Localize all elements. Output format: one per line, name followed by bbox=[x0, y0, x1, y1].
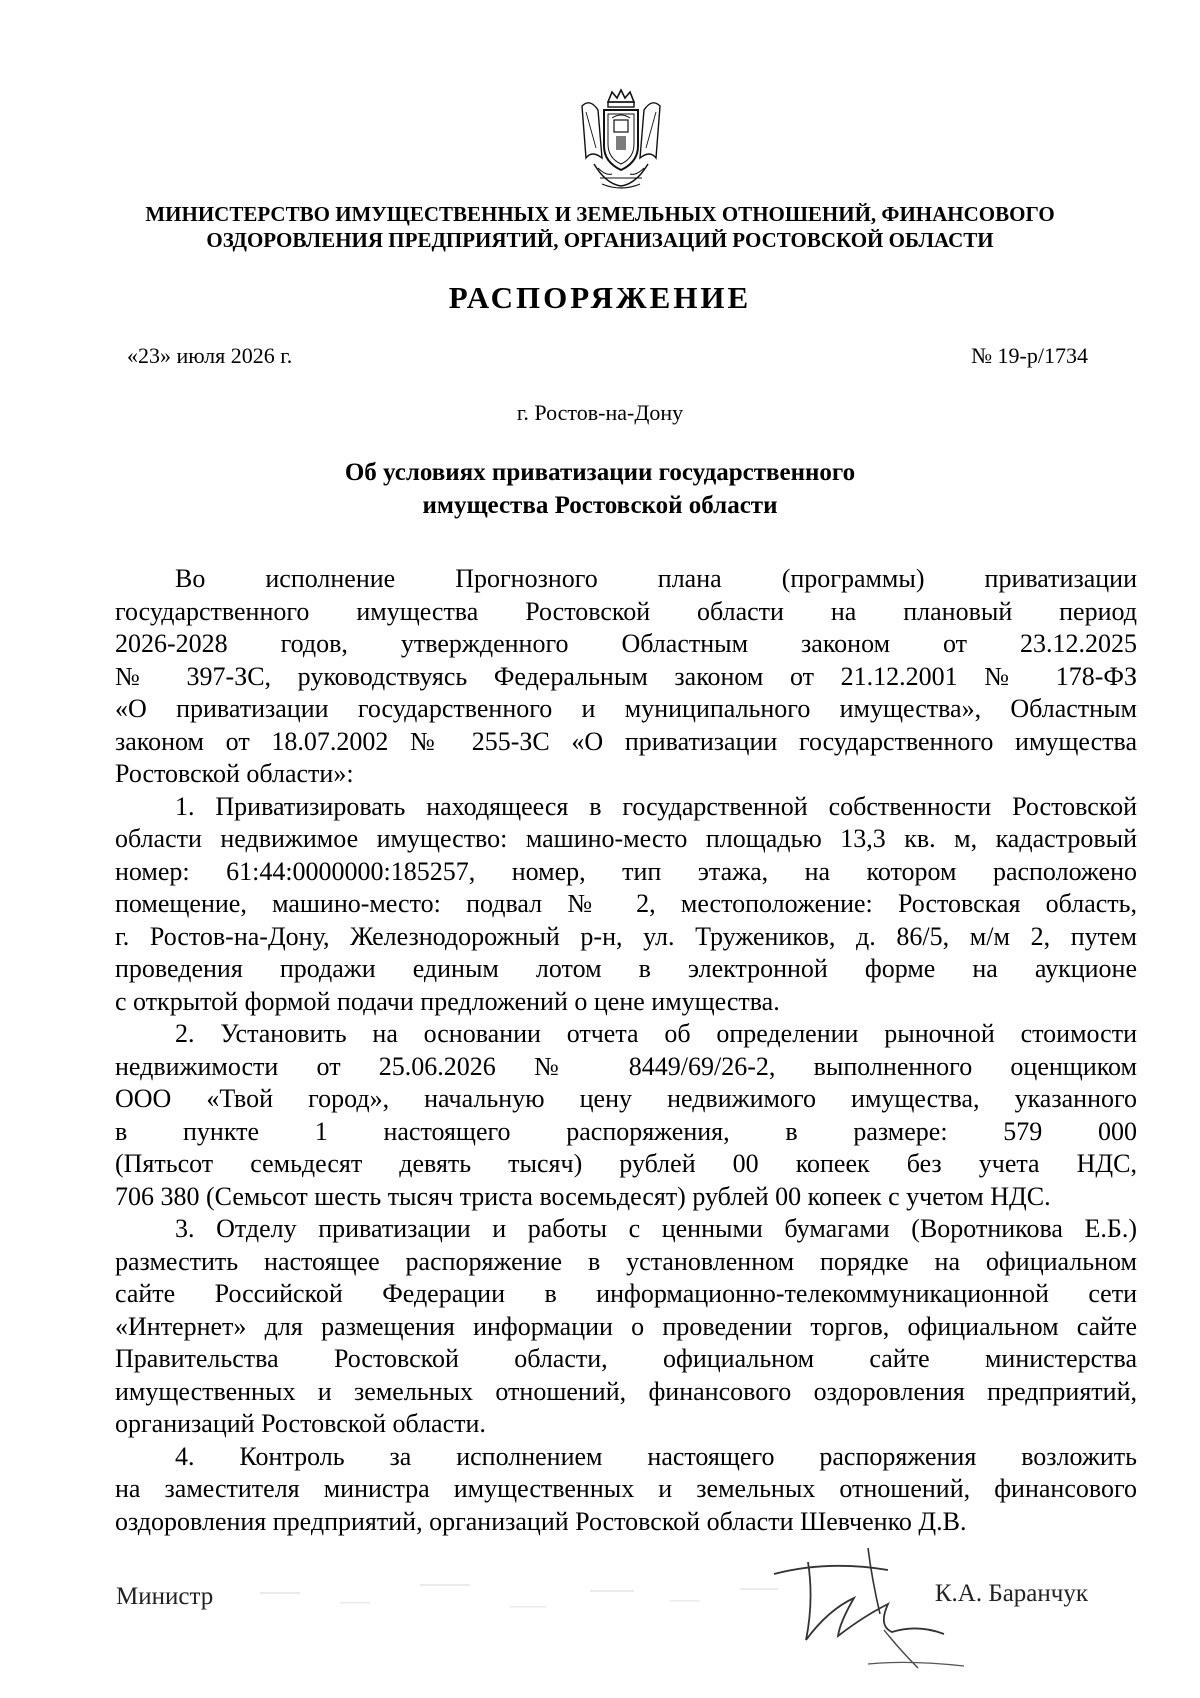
body-line: в пункте 1 настоящего распоряжения, в размере: 579 000 bbox=[115, 1116, 1137, 1146]
document-date: «23» июля 2026 г. bbox=[127, 343, 293, 368]
signer-name: К.А. Баранчук bbox=[934, 1580, 1088, 1607]
body-line: 1. Приватизировать находящееся в государственной собственности Ростовской bbox=[175, 791, 1137, 821]
body-line: государственного имущества Ростовской области на плановый период bbox=[115, 596, 1137, 626]
body-line: на заместителя министра имущественных и земельных отношений, финансового bbox=[115, 1474, 1137, 1503]
ministry-line-2: ОЗДОРОВЛЕНИЯ ПРЕДПРИЯТИЙ, ОРГАНИЗАЦИЙ РОСТОВСКОЙ ОБЛАСТИ bbox=[206, 228, 994, 252]
signature-icon bbox=[768, 1540, 978, 1680]
body-line: (Пятьсот семьдесят девять тысяч) рублей 00 копеек без учета НДС, bbox=[115, 1149, 1137, 1178]
subject-line-1: Об условиях приватизации государственного bbox=[344, 459, 856, 486]
body-line: Правительства Ростовской области, официальном сайте министерства bbox=[115, 1344, 1137, 1373]
body-line: 2026-2028 годов, утвержденного Областным законом от 23.12.2025 bbox=[115, 629, 1137, 658]
body-line: г. Ростов-на-Дону, Железнодорожный р-н, ул. Тружеников, д. 86/5, м/м 2, путем bbox=[115, 921, 1137, 951]
document-type: РАСПОРЯЖЕНИЕ bbox=[448, 280, 752, 315]
body-line: проведения продажи единым лотом в электронной форме на аукционе bbox=[115, 954, 1137, 983]
body-line: с открытой формой подачи предложений о цене имущества. bbox=[115, 986, 780, 1016]
ministry-line-1: МИНИСТЕРСТВО ИМУЩЕСТВЕННЫХ И ЗЕМЕЛЬНЫХ ОТНОШЕНИЙ, ФИНАНСОВОГО bbox=[145, 202, 1055, 226]
body-line: 3. Отделу приватизации и работы с ценными бумагами (Воротникова Е.Б.) bbox=[175, 1214, 1137, 1243]
document-subject bbox=[0, 456, 1200, 522]
body-line: области недвижимое имущество: машино-место площадью 13,3 кв. м, кадастровый bbox=[115, 824, 1137, 853]
document-number: № 19-р/1734 bbox=[971, 343, 1088, 368]
body-line: Во исполнение Прогнозного плана (программы) приватизации bbox=[175, 564, 1137, 593]
body-line: ООО «Твой город», начальную цену недвижимого имущества, указанного bbox=[115, 1084, 1137, 1113]
body-line: номер: 61:44:0000000:185257, номер, тип этажа, на котором расположено bbox=[115, 856, 1137, 886]
body-line: законом от 18.07.2002 № 255-ЗС «О приватизации государственного имущества bbox=[115, 726, 1137, 756]
body-line: разместить настоящее распоряжение в установленном порядке на официальном bbox=[115, 1246, 1137, 1276]
body-line: 2. Установить на основании отчета об определении рыночной стоимости bbox=[175, 1019, 1137, 1048]
document-city: г. Ростов-на-Дону bbox=[516, 400, 684, 425]
body-line: организаций Ростовской области. bbox=[115, 1409, 486, 1438]
body-line: 4. Контроль за исполнением настоящего распоряжения возложить bbox=[175, 1441, 1137, 1471]
subject-line-2: имущества Ростовской области bbox=[422, 492, 778, 519]
body-line: «О приватизации государственного и муниципального имущества», Областным bbox=[115, 694, 1137, 723]
body-line: 706 380 (Семьсот шесть тысяч триста восемьдесят) рублей 00 копеек с учетом НДС. bbox=[115, 1181, 1051, 1211]
body-line: недвижимости от 25.06.2026 № 8449/69/26-2, выполненного оценщиком bbox=[115, 1051, 1137, 1081]
document-body bbox=[115, 563, 1137, 1538]
ministry-name bbox=[90, 201, 1110, 253]
body-line: Ростовской области»: bbox=[115, 759, 354, 788]
body-line: оздоровления предприятий, организаций Ростовской области Шевченко Д.В. bbox=[115, 1506, 967, 1536]
body-line: помещение, машино-место: подвал № 2, местоположение: Ростовская область, bbox=[115, 889, 1137, 918]
body-line: № 397-ЗС, руководствуясь Федеральным законом от 21.12.2001 № 178-ФЗ bbox=[115, 661, 1137, 691]
body-line: сайте Российской Федерации в информационно-телекоммуникационной сети bbox=[115, 1279, 1137, 1308]
body-line: имущественных и земельных отношений, финансового оздоровления предприятий, bbox=[115, 1376, 1137, 1406]
body-line: «Интернет» для размещения информации о проведении торгов, официальном сайте bbox=[115, 1311, 1137, 1341]
coat-of-arms-icon bbox=[572, 88, 670, 192]
signer-position: Министр bbox=[116, 1583, 214, 1610]
